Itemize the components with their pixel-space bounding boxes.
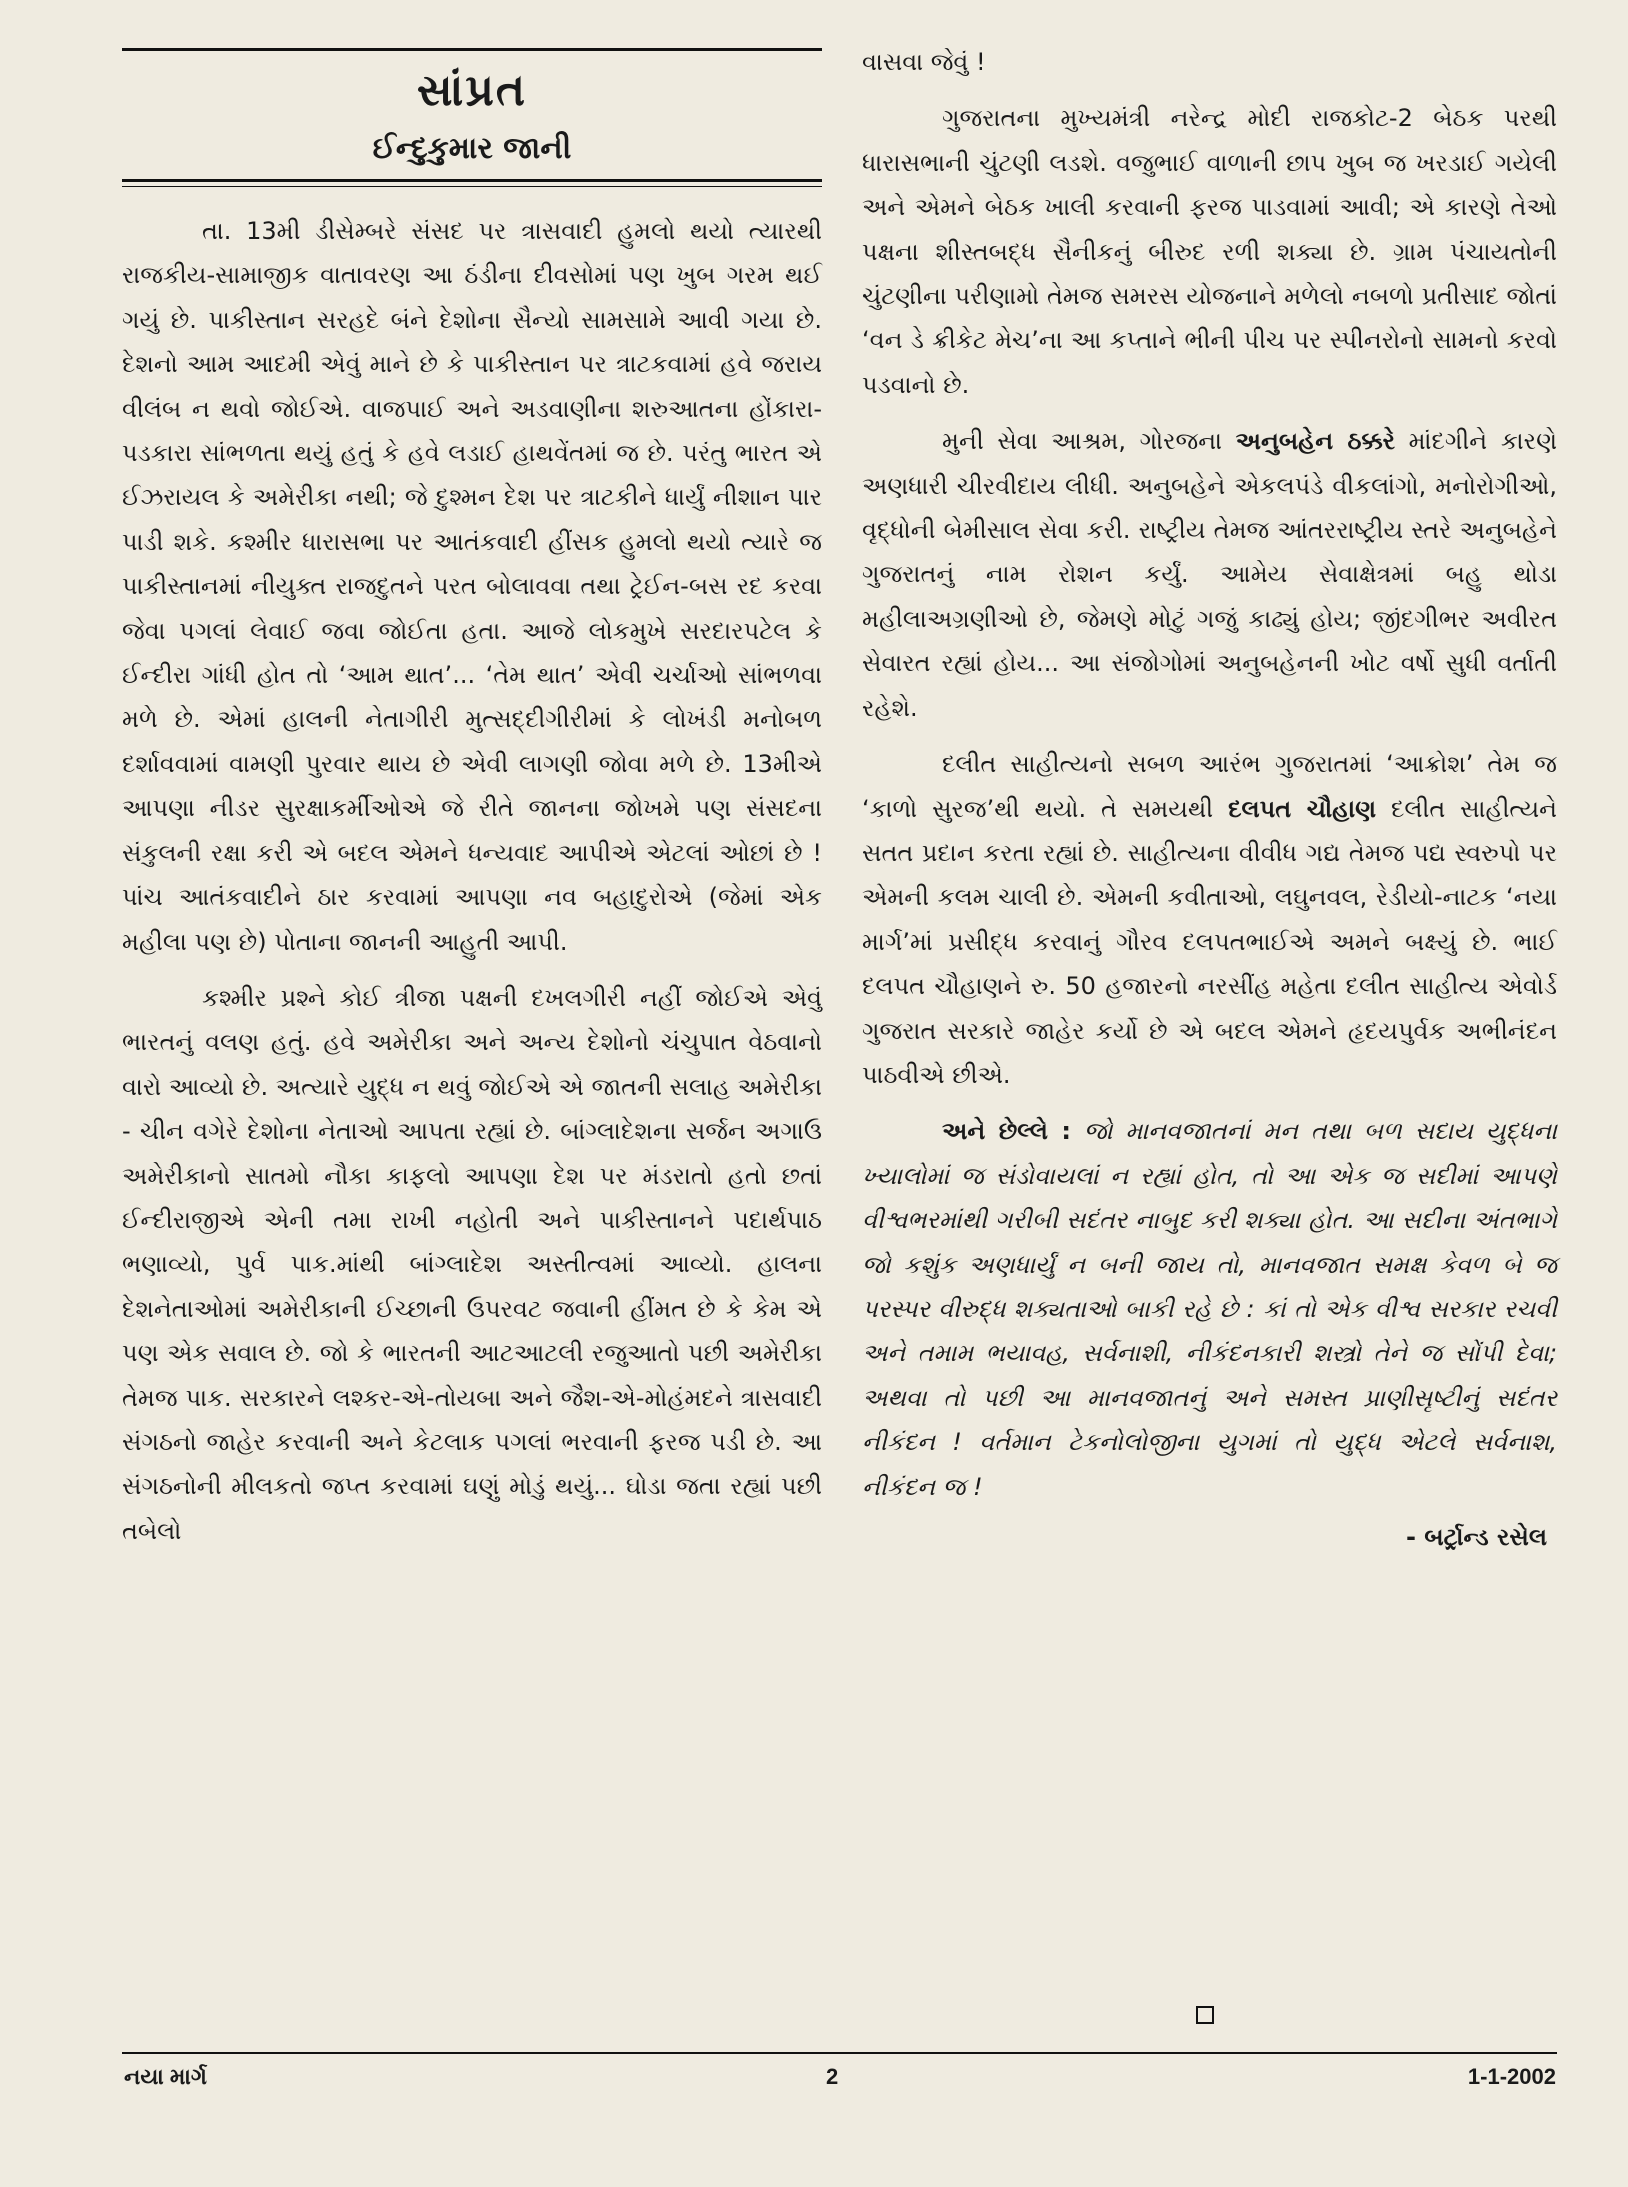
paragraph-continuation: વાસવા જેવું ! [862,48,986,76]
end-mark-box [1196,2006,1214,2024]
dalpat-text-post: દલીત સાહીત્યને સતત પ્રદાન કરતા રહ્યાં છે. સાહીત્યના વીવીધ ગદ્ય તેમજ પદ્ય સ્વરુપો પર એમની કલમ ચાલી છે. એમની કવીતાઓ, લઘુનવલ, રેડીયો-નાટક ‘નયા માર્ગ’માં પ્રસીદ્ધ કરવાનું ગૌરવ દલપતભાઈએ અમને બક્ષ્યું છે. ભાઈ દલપત ચૌહાણને રુ. 50 હજારનો નરસીંહ મહેતા દલીત સાહીત્ય એવોર્ડ ગુજરાત સરકારે જાહેર કર્યો છે એ બદલ એમને હૃદયપુર્વક અભીનંદન પાઠવીએ છીએ. [862,794,1557,1089]
footer-rule [122,2052,1557,2054]
top-rule [122,48,822,51]
anuben-text-pre: મુની સેવા આશ્રમ, ગોરજના [942,427,1236,456]
paragraph-dalpat-chauhan [862,742,1557,1097]
paragraph-closing-quote [862,1109,1557,1509]
author-name: ઈન્દુકુમાર જાની [372,131,572,166]
footer-date: 1-1-2002 [1467,2064,1556,2089]
dalpat-text-pre: દલીત સાહીત્યનો સબળ આરંભ ગુજરાતમાં ‘આક્રોશ’ તેમ જ ‘કાળો સુરજ’થી થયો. તે સમયથી [862,750,1557,823]
quote-signature: - બર્ટ્રાન્ડ રસેલ [1406,1523,1547,1551]
paragraph-parliament-attack: તા. 13મી ડીસેમ્બરે સંસદ પર ત્રાસવાદી હુમલો થયો ત્યારથી રાજકીય-સામાજીક વાતાવરણ આ ઠંડીના દીવસોમાં પણ ખુબ ગરમ થઈ ગયું છે. પાકીસ્તાન સરહદે બંને દેશોના સૈન્યો સામસામે આવી ગયા છે. દેશનો આમ આદમી એવું માને છે કે પાકીસ્તાન પર ત્રાટકવામાં હવે જરાય વીલંબ ન થવો જોઈએ. વાજપાઈ અને અડવાણીના શરુઆતના હોંકારા-પડકારા સાંભળતા થયું હતું કે હવે લડાઈ હાથવેંતમાં જ છે. પરંતુ ભારત એ ઈઝરાયલ કે અમેરીકા નથી; જે દુશ્મન દેશ પર ત્રાટકીને ધાર્યું નીશાન પાર પાડી શકે. કશ્મીર ધારાસભા પર આતંકવાદી હીંસક હુમલો થયો ત્યારે જ પાકીસ્તાનમાં નીયુક્ત રાજદુતને પરત બોલાવવા તથા ટ્રેઈન-બસ રદ કરવા જેવા પગલાં લેવાઈ જવા જોઈતા હતા. આજે લોકમુખે સરદારપટેલ કે ઈન્દીરા ગાંધી હોત તો ‘આમ થાત’... ‘તેમ થાત’ એવી ચર્ચાઓ સાંભળવા મળે છે. એમાં હાલની નેતાગીરી મુત્સદ્દીગીરીમાં કે લોખંડી મનોબળ દર્શાવવામાં વામણી પુરવાર થાય છે એવી લાગણી જોવા મળે છે. 13મીએ આપણા નીડર સુરક્ષાકર્મીઓએ જે રીતે જાનના જોખમે પણ સંસદના સંકુલની રક્ષા કરી એ બદલ એમને ધન્યવાદ આપીએ એટલાં ઓછાં છે ! પાંચ આતંકવાદીને ઠાર કરવામાં આપણા નવ બહાદુરોએ (જેમાં એક મહીલા પણ છે) પોતાના જાનની આહુતી આપી. [122,217,822,956]
paragraph-modi-rajkot: ગુજરાતના મુખ્યમંત્રી નરેન્દ્ર મોદી રાજકોટ-2 બેઠક પરથી ધારાસભાની ચુંટણી લડશે. વજુભાઈ વાળાની છાપ ખુબ જ ખરડાઈ ગયેલી અને એમને બેઠક ખાલી કરવાની ફરજ પાડવામાં આવી; એ કારણે તેઓ પક્ષના શીસ્તબદ્ધ સૈનીકનું બીરુદ રળી શક્યા છે. ગ્રામ પંચાયતોની ચુંટણીના પરીણામો તેમજ સમરસ યોજનાને મળેલો નબળો પ્રતીસાદ જોતાં ‘વન ડે ક્રીકેટ મેચ’ના આ કપ્તાને ભીની પીચ પર સ્પીનરોનો સામનો કરવો પડવાનો છે. [862,104,1557,399]
dalpat-name: દલપત ચૌહાણ [1228,794,1377,823]
closing-quote-text: જો માનવજાતનાં મન તથા બળ સદાય યુદ્ધના ખ્યાલોમાં જ સંડોવાયલાં ન રહ્યાં હોત, તો આ એક જ સદીમાં આપણે વીશ્વભરમાંથી ગરીબી સદંતર નાબુદ કરી શક્યા હોત. આ સદીના અંતભાગે જો કશુંક અણધાર્યું ન બની જાય તો, માનવજાત સમક્ષ કેવળ બે જ પરસ્પર વીરુદ્ધ શક્યતાઓ બાકી રહે છે : કાં તો એક વીશ્વ સરકાર રચવી અને તમામ ભયાવહ, સર્વનાશી, નીકંદનકારી શસ્ત્રો તેને જ સોંપી દેવા; અથવા તો પછી આ માનવજાતનું અને સમસ્ત પ્રાણીસૃષ્ટીનું સદંતર નીકંદન ! વર્તમાન ટેકનોલોજીના યુગમાં તો યુદ્ધ એટલે સર્વનાશ, નીકંદન જ ! [862,1117,1557,1501]
column-title: સાંપ્રત [416,65,528,116]
left-column [122,40,822,1553]
anuben-text-post: માંદગીને કારણે અણધારી ચીરવીદાય લીધી. અનુબહેને એકલપંડે વીકલાંગો, મનોરોગીઓ, વૃદ્ધોની બેમીસાલ સેવા કરી. રાષ્ટ્રીય તેમજ આંતરરાષ્ટ્રીય સ્તરે અનુબહેને ગુજરાતનું નામ રોશન કર્યું. આમેય સેવાક્ષેત્રમાં બહુ થોડા મહીલાઅગ્રણીઓ છે, જેમણે મોટું ગજું કાઢ્યું હોય; જીંદગીભર અવીરત સેવારત રહ્યાં હોય... આ સંજોગોમાં અનુબહેનની ખોટ વર્ષો સુધી વર્તાતી રહેશે. [862,427,1557,722]
title-rule [122,179,822,187]
footer-page-number: 2 [826,2064,839,2089]
closing-label: અને છેલ્લે : [942,1117,1072,1146]
paragraph-anuben [862,419,1557,730]
right-column [862,40,1557,1559]
anuben-name: અનુબહેન ઠક્કરે [1235,427,1395,456]
footer-magazine-name: નયા માર્ગ [124,2064,207,2089]
paragraph-kashmir-america: કશ્મીર પ્રશ્ને કોઈ ત્રીજા પક્ષની દખલગીરી નહીં જોઈએ એવું ભારતનું વલણ હતું. હવે અમેરીકા અને અન્ય દેશોનો ચંચુપાત વેઠવાનો વારો આવ્યો છે. અત્યારે યુદ્ધ ન થવું જોઈએ એ જાતની સલાહ અમેરીકા - ચીન વગેરે દેશોના નેતાઓ આપતા રહ્યાં છે. બાંગ્લાદેશના સર્જન અગાઉ અમેરીકાનો સાતમો નૌકા કાફલો આપણા દેશ પર મંડરાતો હતો છતાં ઈન્દીરાજીએ એની તમા રાખી નહોતી અને પાકીસ્તાનને પદાર્થપાઠ ભણાવ્યો, પુર્વ પાક.માંથી બાંગ્લાદેશ અસ્તીત્વમાં આવ્યો. હાલના દેશનેતાઓમાં અમેરીકાની ઈચ્છાની ઉપરવટ જવાની હીંમત છે કે કેમ એ પણ એક સવાલ છે. જો કે ભારતની આટઆટલી રજુઆતો પછી અમેરીકા તેમજ પાક. સરકારને લશ્કર-એ-તોયબા અને જૈશ-એ-મોહંમદને ત્રાસવાદી સંગઠનો જાહેર કરવાની અને કેટલાક પગલાં ભરવાની ફરજ પડી છે. આ સંગઠનોની મીલકતો જપ્ત કરવામાં ઘણું મોડું થયું... ઘોડા જતા રહ્યાં પછી તબેલો [122,983,822,1545]
